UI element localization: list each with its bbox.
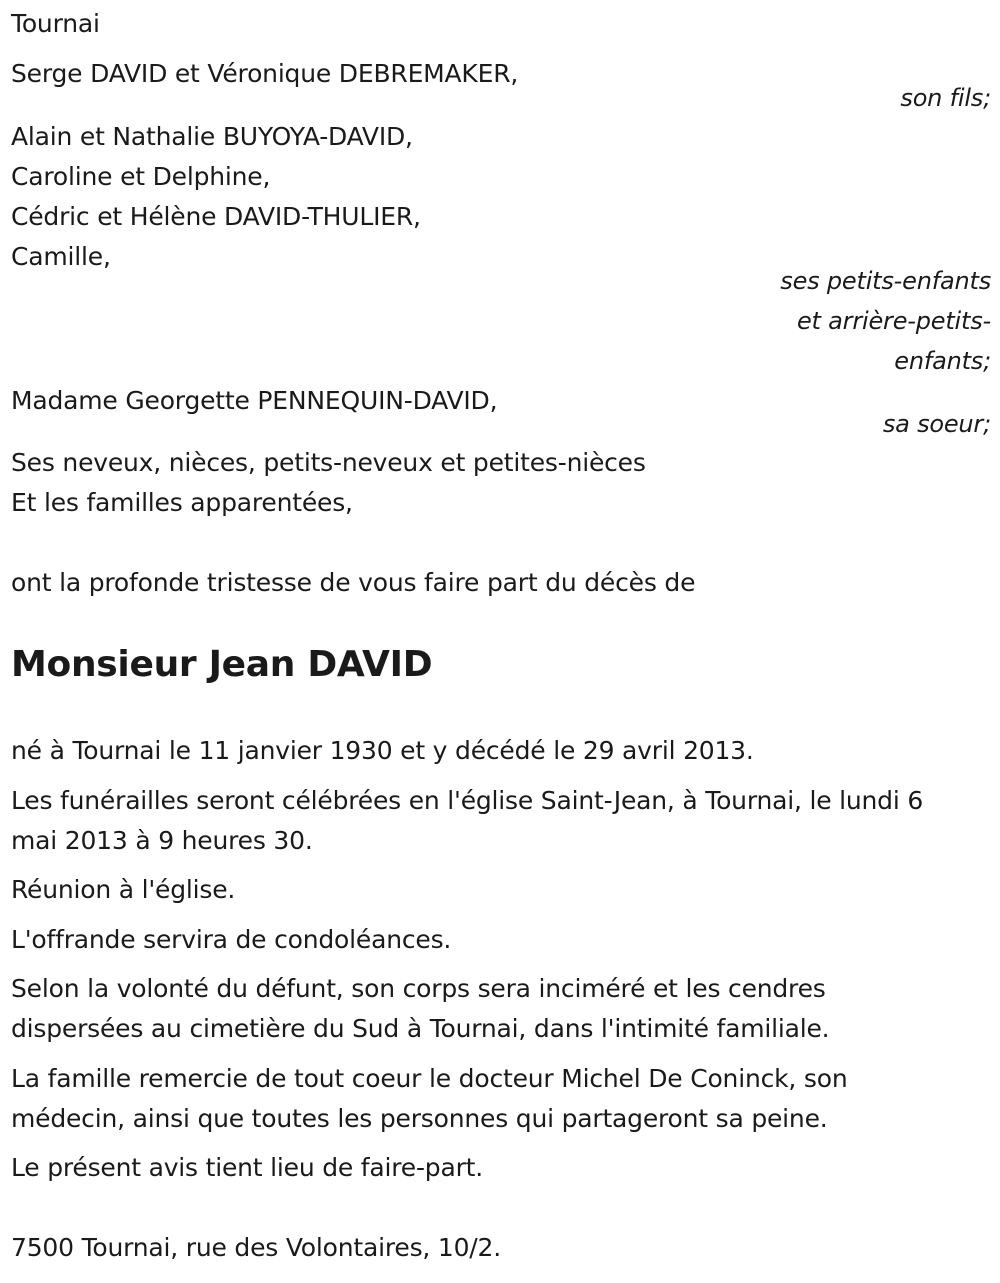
grandchildren-relation: enfants;	[894, 347, 991, 375]
announcement-text: ont la profonde tristesse de vous faire part du décès de	[11, 568, 696, 597]
city-heading: Tournai	[11, 9, 100, 38]
grandchildren-relation: ses petits-enfants	[780, 267, 991, 295]
offering-text: L'offrande servira de condoléances.	[11, 925, 452, 954]
sister-line: Madame Georgette PENNEQUIN-DAVID,	[11, 386, 498, 415]
grandchild-line: Cédric et Hélène DAVID-THULIER,	[11, 202, 421, 231]
notice-text: Le présent avis tient lieu de faire-part.	[11, 1153, 484, 1182]
relatives-line: Et les familles apparentées,	[11, 488, 353, 517]
birth-death-text: né à Tournai le 11 janvier 1930 et y décédé le 29 avril 2013.	[11, 736, 754, 765]
grandchild-line: Caroline et Delphine,	[11, 162, 271, 191]
deceased-name: Monsieur Jean DAVID	[11, 644, 433, 685]
funeral-text: Les funérailles seront célébrées en l'église Saint-Jean, à Tournai, le lundi 6	[11, 786, 924, 815]
grandchild-line: Camille,	[11, 242, 111, 271]
cremation-text: Selon la volonté du défunt, son corps sera inciméré et les cendres	[11, 974, 826, 1003]
address-text: 7500 Tournai, rue des Volontaires, 10/2.	[11, 1233, 501, 1262]
meeting-text: Réunion à l'église.	[11, 875, 236, 904]
cremation-text: dispersées au cimetière du Sud à Tournai, dans l'intimité familiale.	[11, 1014, 830, 1043]
relatives-line: Ses neveux, nièces, petits-neveux et petites-nièces	[11, 448, 646, 477]
son-line: Serge DAVID et Véronique DEBREMAKER,	[11, 59, 519, 88]
sister-relation: sa soeur;	[882, 410, 991, 438]
thanks-text: médecin, ainsi que toutes les personnes qui partageront sa peine.	[11, 1104, 828, 1133]
grandchild-line: Alain et Nathalie BUYOYA-DAVID,	[11, 122, 413, 151]
thanks-text: La famille remercie de tout coeur le docteur Michel De Coninck, son	[11, 1064, 848, 1093]
grandchildren-relation: et arrière-petits-	[796, 307, 991, 335]
funeral-text: mai 2013 à 9 heures 30.	[11, 826, 313, 855]
son-relation: son fils;	[900, 84, 991, 112]
